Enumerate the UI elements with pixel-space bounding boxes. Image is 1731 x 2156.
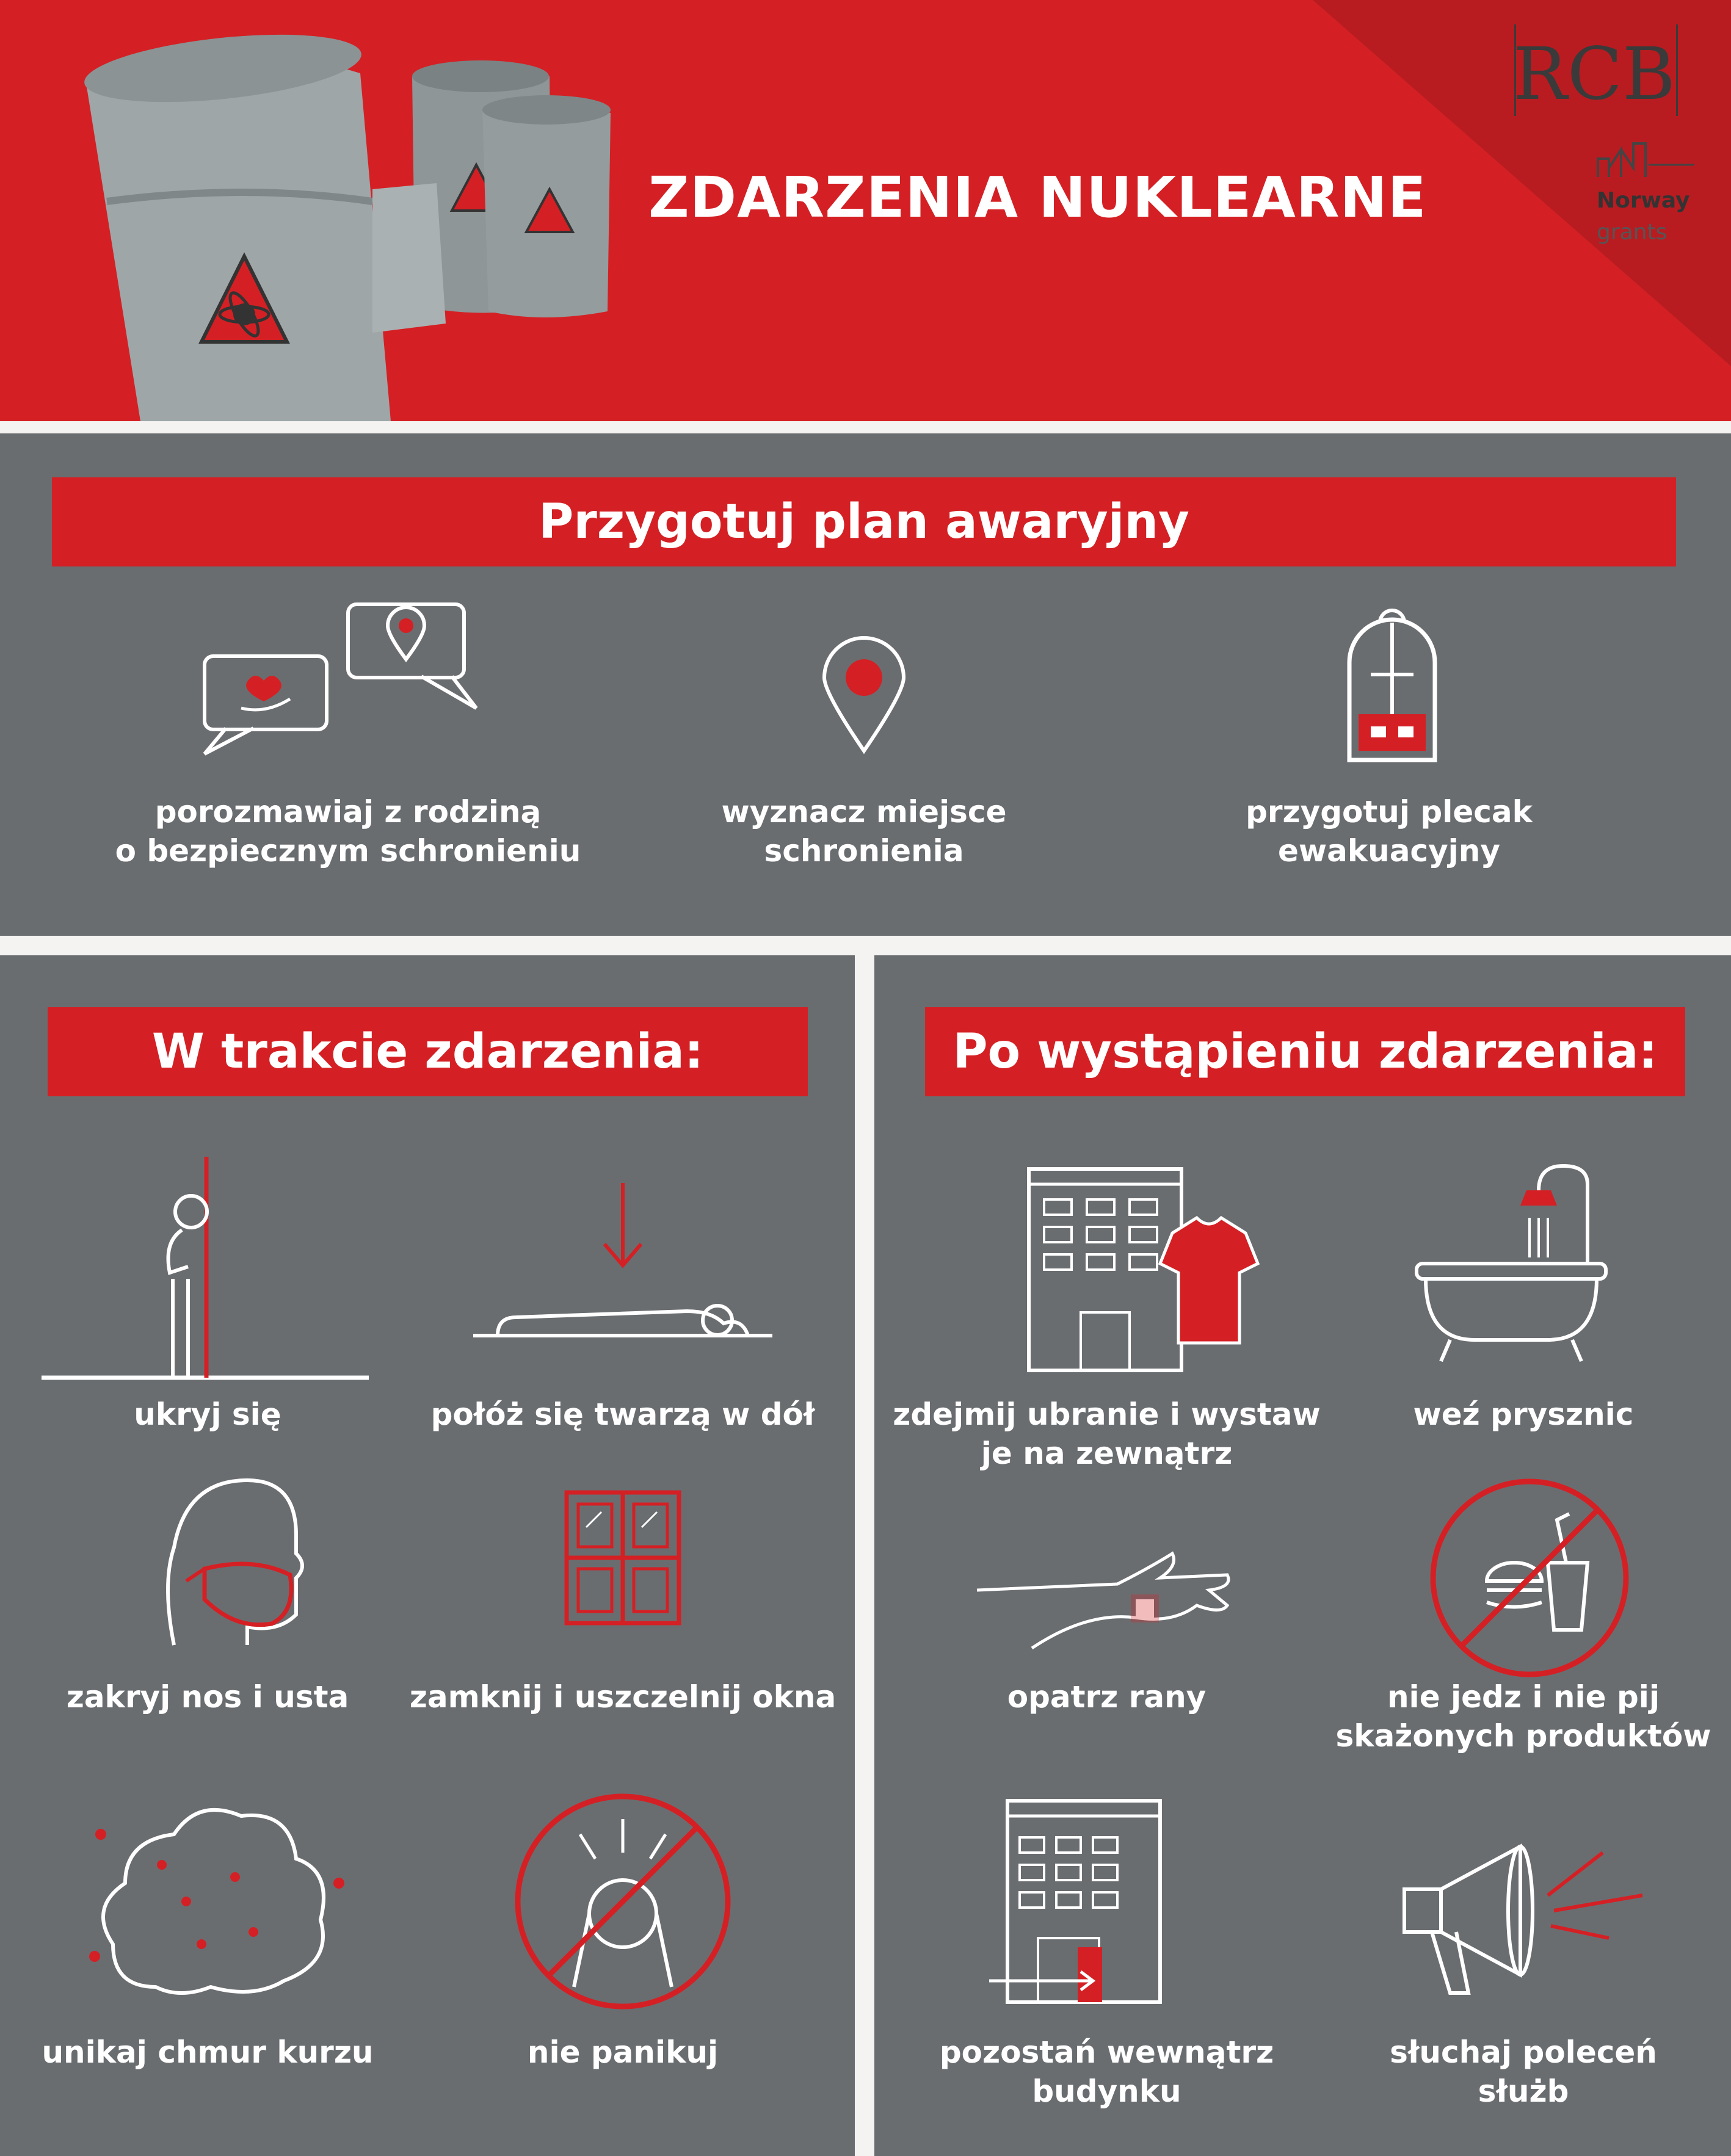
partner-name: Norway: [1597, 188, 1690, 213]
label-line: opatrz rany: [1007, 1679, 1207, 1715]
rcb-logo: RCB: [1513, 32, 1675, 116]
label-line: pozostań wewnątrz: [939, 2035, 1274, 2070]
plan-label-1: [92, 792, 604, 870]
face-mask-icon: [156, 1477, 302, 1648]
building-shirt-icon: [1026, 1166, 1270, 1373]
label-line: porozmawiaj z rodziną: [154, 794, 542, 830]
after-label-3: [885, 1677, 1328, 1716]
label-line: przygotuj plecak: [1246, 794, 1533, 830]
during-label-4: zamknij i uszczelnij okna: [409, 1679, 836, 1715]
label-line: wyznacz miejsce: [721, 794, 1007, 830]
location-pin-icon: [818, 635, 910, 757]
label-line: je na zewnątrz: [981, 1436, 1233, 1471]
during-label-1: ukryj się: [134, 1397, 281, 1432]
during-label-5: unikaj chmur kurzu: [42, 2035, 374, 2070]
lie-face-down-icon: [473, 1183, 772, 1360]
logo-divider: [1676, 24, 1678, 116]
plan-label-2: [681, 792, 1047, 870]
page-title: ZDARZENIA NUKLEARNE: [648, 165, 1427, 230]
after-label-2: [1328, 1395, 1719, 1434]
label-line: weź prysznic: [1413, 1397, 1634, 1432]
label-line: słuchaj poleceń: [1390, 2035, 1657, 2070]
window-icon: [565, 1491, 681, 1625]
label-line: schronienia: [764, 833, 964, 869]
backpack-icon: [1337, 595, 1447, 772]
chat-heart-location-icon: [201, 601, 482, 763]
megaphone-icon: [1401, 1828, 1646, 2011]
during-label-6: nie panikuj: [527, 2035, 719, 2070]
section-heading-after: Po wystąpieniu zdarzenia:: [925, 1007, 1685, 1096]
after-label-1: [885, 1395, 1328, 1473]
label-line: o bezpiecznym schronieniu: [115, 833, 581, 869]
shower-bathtub-icon: [1417, 1160, 1612, 1367]
label-line: nie jedz i nie pij: [1387, 1679, 1660, 1715]
hide-behind-wall-icon: [42, 1157, 371, 1383]
after-label-6: [1328, 2033, 1719, 2111]
no-panic-icon: [513, 1792, 733, 2011]
section-heading-during: W trakcie zdarzenia:: [48, 1007, 808, 1096]
label-line: służb: [1478, 2074, 1569, 2109]
dust-cloud-icon: [95, 1792, 351, 2005]
label-line: zdejmij ubranie i wystaw: [893, 1397, 1321, 1432]
label-line: budynku: [1032, 2074, 1181, 2109]
no-food-drink-icon: [1429, 1477, 1630, 1679]
after-label-4: [1328, 1677, 1719, 1756]
norway-grants-icon: [1597, 140, 1719, 183]
section-heading-plan: Przygotuj plan awaryjny: [52, 477, 1676, 566]
building-enter-icon: [989, 1798, 1166, 2008]
label-line: ewakuacyjny: [1278, 833, 1500, 869]
plan-label-3: [1206, 792, 1572, 870]
during-label-3: zakryj nos i usta: [66, 1679, 349, 1715]
header-banner: [0, 0, 1731, 421]
partner-subtitle: grants: [1597, 220, 1667, 245]
label-line: skażonych produktów: [1335, 1718, 1711, 1754]
during-label-2: połóż się twarzą w dół: [430, 1397, 815, 1432]
bandaged-arm-icon: [977, 1550, 1239, 1648]
after-label-5: [885, 2033, 1328, 2111]
